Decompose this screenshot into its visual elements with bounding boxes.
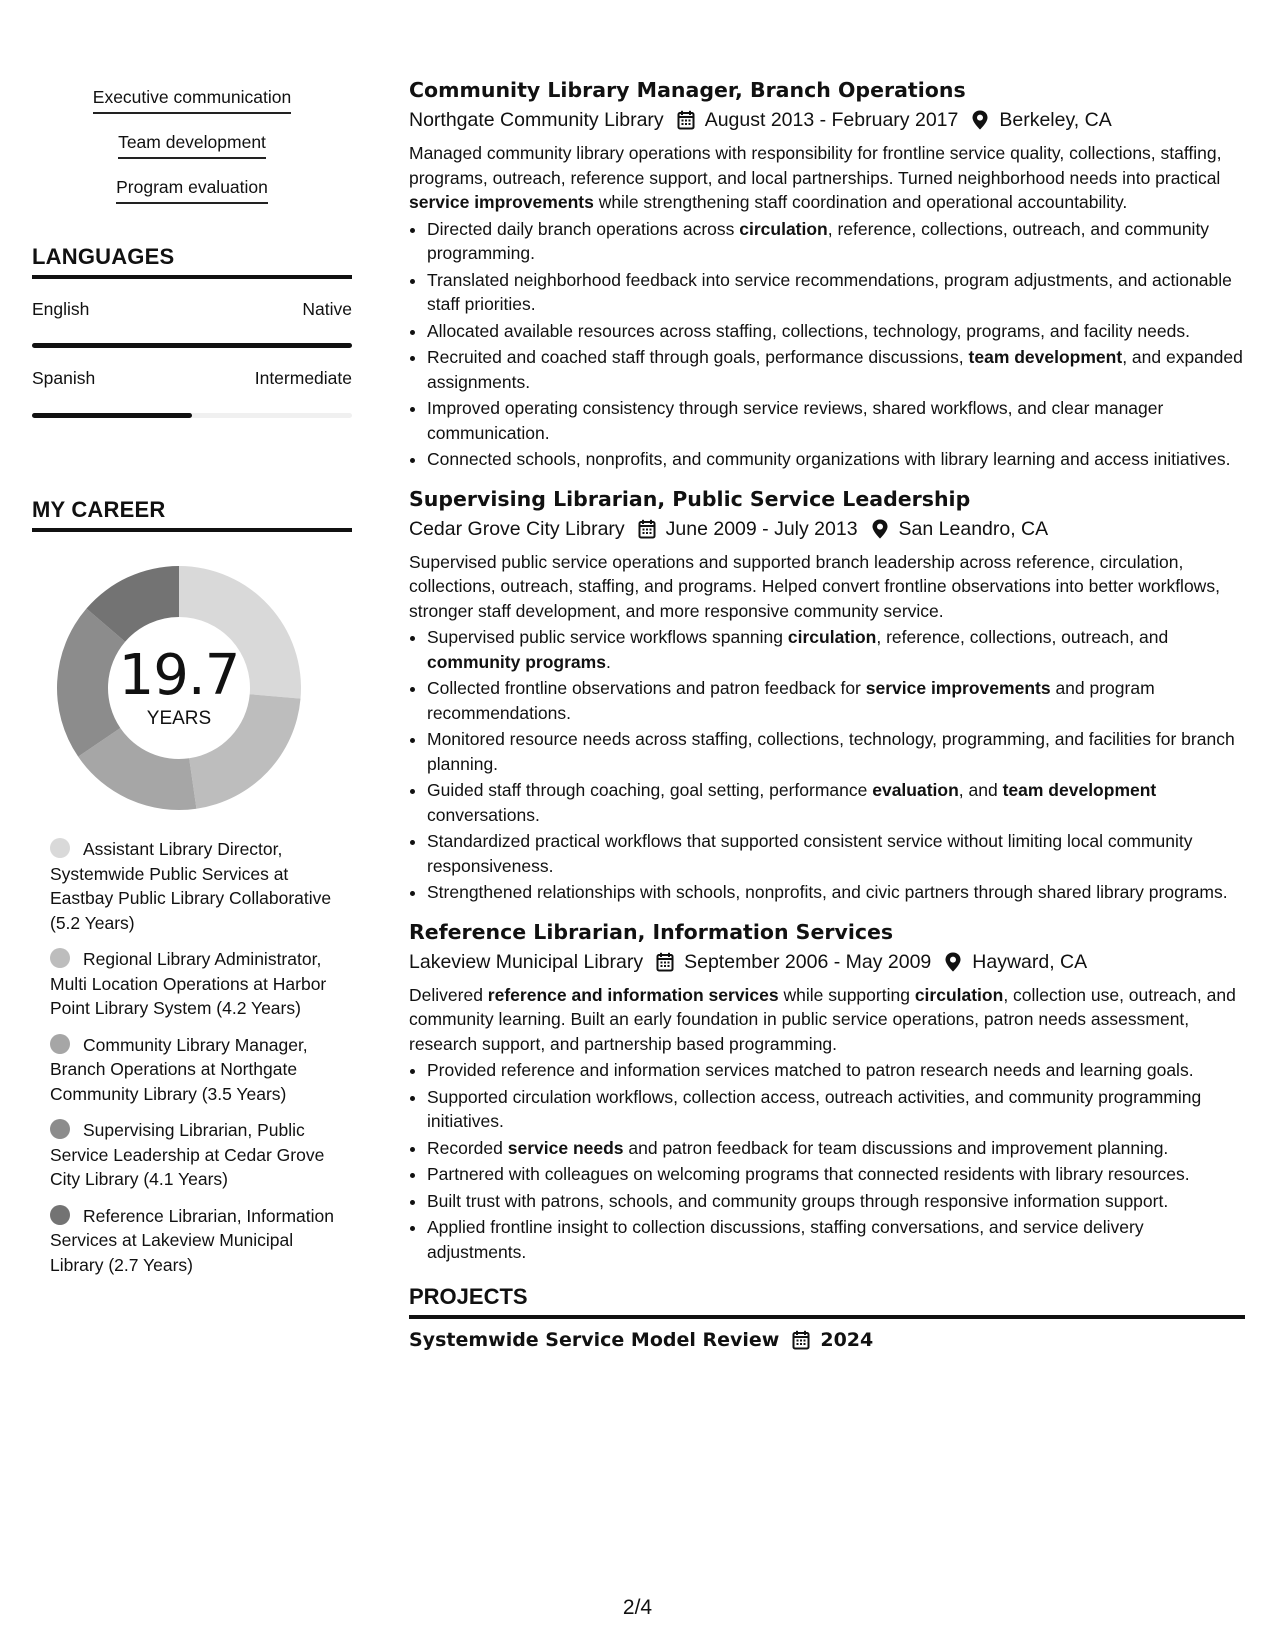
job-title: Community Library Manager, Branch Operations [409, 78, 966, 102]
career-legend [50, 837, 342, 1289]
location-pin-icon [871, 519, 889, 539]
job-bullet: • Translated neighborhood feedback into service recommendations, program adjustments, and actionable staff priorities. [427, 268, 1245, 317]
job-bullet: • Recruited and coached staff through goals, performance discussions, team development, and expanded assignments. [427, 345, 1245, 394]
legend-dot-icon [50, 1119, 70, 1139]
job-bullet: • Supported circulation workflows, collection access, outreach activities, and community programming initiatives. [427, 1085, 1245, 1134]
legend-label: Supervising Librarian, Public Service Leadership at Cedar Grove City Library (4.1 Years) [50, 1120, 325, 1189]
job-entry [409, 76, 1245, 472]
job-meta [409, 107, 1245, 133]
calendar-icon [656, 952, 674, 972]
job-summary: Supervised public service operations and supported branch leadership across reference, circulation, collections, outreach, staffing, and programs. Helped convert frontline observations into better workflows, stronger staff development, and more responsive community service. [409, 551, 1220, 621]
language-level: Native [302, 299, 352, 319]
job-bullet: • Guided staff through coaching, goal setting, performance evaluation, and team development conversations. [427, 778, 1245, 827]
job-location: Berkeley, CA [999, 109, 1112, 131]
legend-label: Community Library Manager, Branch Operations at Northgate Community Library (3.5 Years) [50, 1034, 308, 1104]
legend-dot-icon [50, 948, 70, 968]
legend-item [50, 947, 342, 1021]
legend-label: Regional Library Administrator, Multi Location Operations at Harbor Point Library System (4.2 Years) [50, 949, 327, 1018]
language-level: Intermediate [254, 368, 352, 388]
job-title: Supervising Librarian, Public Service Leadership [409, 486, 971, 511]
job-bullet: • Built trust with patrons, schools, and community groups through responsive information support. [427, 1189, 1245, 1214]
skill-item: Executive communication [93, 86, 291, 114]
job-dates: September 2006 - May 2009 [684, 950, 932, 973]
job-bullet: • Allocated available resources across staffing, collections, technology, programs, and facility needs. [427, 319, 1245, 344]
languages-heading: LANGUAGES [32, 244, 352, 279]
calendar-icon [792, 1330, 810, 1350]
legend-dot-icon [50, 1034, 70, 1054]
job-bullets [409, 625, 1245, 905]
language-row [32, 298, 352, 320]
calendar-icon [638, 519, 656, 539]
job-title: Reference Librarian, Information Services [409, 919, 894, 944]
job-meta [409, 516, 1245, 542]
location-pin-icon [971, 110, 989, 130]
language-bar-fill [32, 343, 352, 348]
legend-dot-icon [50, 1205, 70, 1225]
legend-label: Reference Librarian, Information Services at Lakeview Municipal Library (2.7 Years) [50, 1205, 334, 1275]
job-company: Lakeview Municipal Library [409, 950, 644, 973]
project-item [409, 1327, 1245, 1353]
calendar-icon [677, 110, 695, 130]
job-bullet: • Connected schools, nonprofits, and community organizations with library learning and access initiatives. [427, 447, 1245, 472]
job-bullet: • Improved operating consistency through service reviews, shared workflows, and clear manager communication. [427, 396, 1245, 445]
location-pin-icon [944, 952, 962, 972]
project-year: 2024 [820, 1329, 874, 1351]
legend-item [50, 1033, 342, 1107]
skill-item: Team development [118, 131, 266, 159]
job-company: Cedar Grove City Library [409, 517, 625, 540]
job-bullet: • Provided reference and information services matched to patron research needs and learning goals. [427, 1058, 1245, 1083]
job-meta [409, 949, 1245, 975]
language-bar-fill [32, 413, 192, 418]
job-dates: June 2009 - July 2013 [665, 517, 858, 540]
job-bullet: • Partnered with colleagues on welcoming programs that connected residents with library resources. [427, 1162, 1245, 1187]
job-bullet: • Strengthened relationships with schools, nonprofits, and civic partners through shared library programs. [427, 880, 1245, 905]
job-summary: Delivered reference and information services while supporting circulation, collection use, outreach, and community learning. Built an early foundation in public service operations, patron needs assessment, research support, and partnership based programming. [409, 984, 1236, 1054]
job-summary: Managed community library operations with responsibility for frontline service quality, collections, staffing, programs, outreach, reference support, and local partnerships. Turned neighborhood needs into practical service improvements while strengthening staff coordination and operational accountability. [409, 143, 1222, 212]
job-company: Northgate Community Library [409, 109, 664, 131]
legend-item [50, 837, 342, 935]
projects-heading: PROJECTS [409, 1284, 1245, 1319]
job-entry [409, 918, 1245, 1265]
job-bullet: • Applied frontline insight to collection discussions, staffing conversations, and service delivery adjustments. [427, 1215, 1245, 1264]
career-total-unit: YEARS [146, 708, 212, 729]
job-location: Hayward, CA [972, 950, 1088, 973]
legend-item [50, 1118, 342, 1192]
language-row [32, 367, 352, 389]
job-bullet: • Monitored resource needs across staffing, collections, technology, programming, and facilities for branch planning. [427, 727, 1245, 776]
language-name: Spanish [32, 368, 96, 388]
job-bullet: • Standardized practical workflows that supported consistent service without limiting local community responsiveness. [427, 829, 1245, 878]
job-location: San Leandro, CA [898, 517, 1049, 540]
job-bullet: • Recorded service needs and patron feedback for team discussions and improvement planning. [427, 1136, 1245, 1161]
career-heading: MY CAREER [32, 497, 352, 532]
career-total-years: 19.7 [118, 643, 240, 708]
job-bullet: • Collected frontline observations and patron feedback for service improvements and program recommendations. [427, 676, 1245, 725]
skills-list [32, 86, 352, 221]
job-bullet: • Supervised public service workflows spanning circulation, reference, collections, outreach, and community programs. [427, 625, 1245, 674]
experience-column [409, 76, 1245, 1353]
job-bullets [409, 217, 1245, 472]
job-dates: August 2013 - February 2017 [704, 109, 959, 131]
language-bar [32, 343, 352, 348]
legend-item [50, 1204, 342, 1278]
skill-item: Program evaluation [116, 176, 268, 204]
project-name: Systemwide Service Model Review [409, 1329, 780, 1351]
job-bullets [409, 1058, 1245, 1264]
job-bullet: • Directed daily branch operations across circulation, reference, collections, outreach, and community programming. [427, 217, 1245, 266]
legend-dot-icon [50, 838, 70, 858]
legend-label: Assistant Library Director, Systemwide Public Services at Eastbay Public Library Collaborative (5.2 Years) [50, 839, 332, 933]
language-bar [32, 413, 352, 418]
career-donut-chart [54, 563, 304, 813]
donut-center [54, 563, 304, 813]
job-entry [409, 485, 1245, 905]
language-name: English [32, 299, 90, 319]
page-number: 2/4 [622, 1596, 653, 1619]
